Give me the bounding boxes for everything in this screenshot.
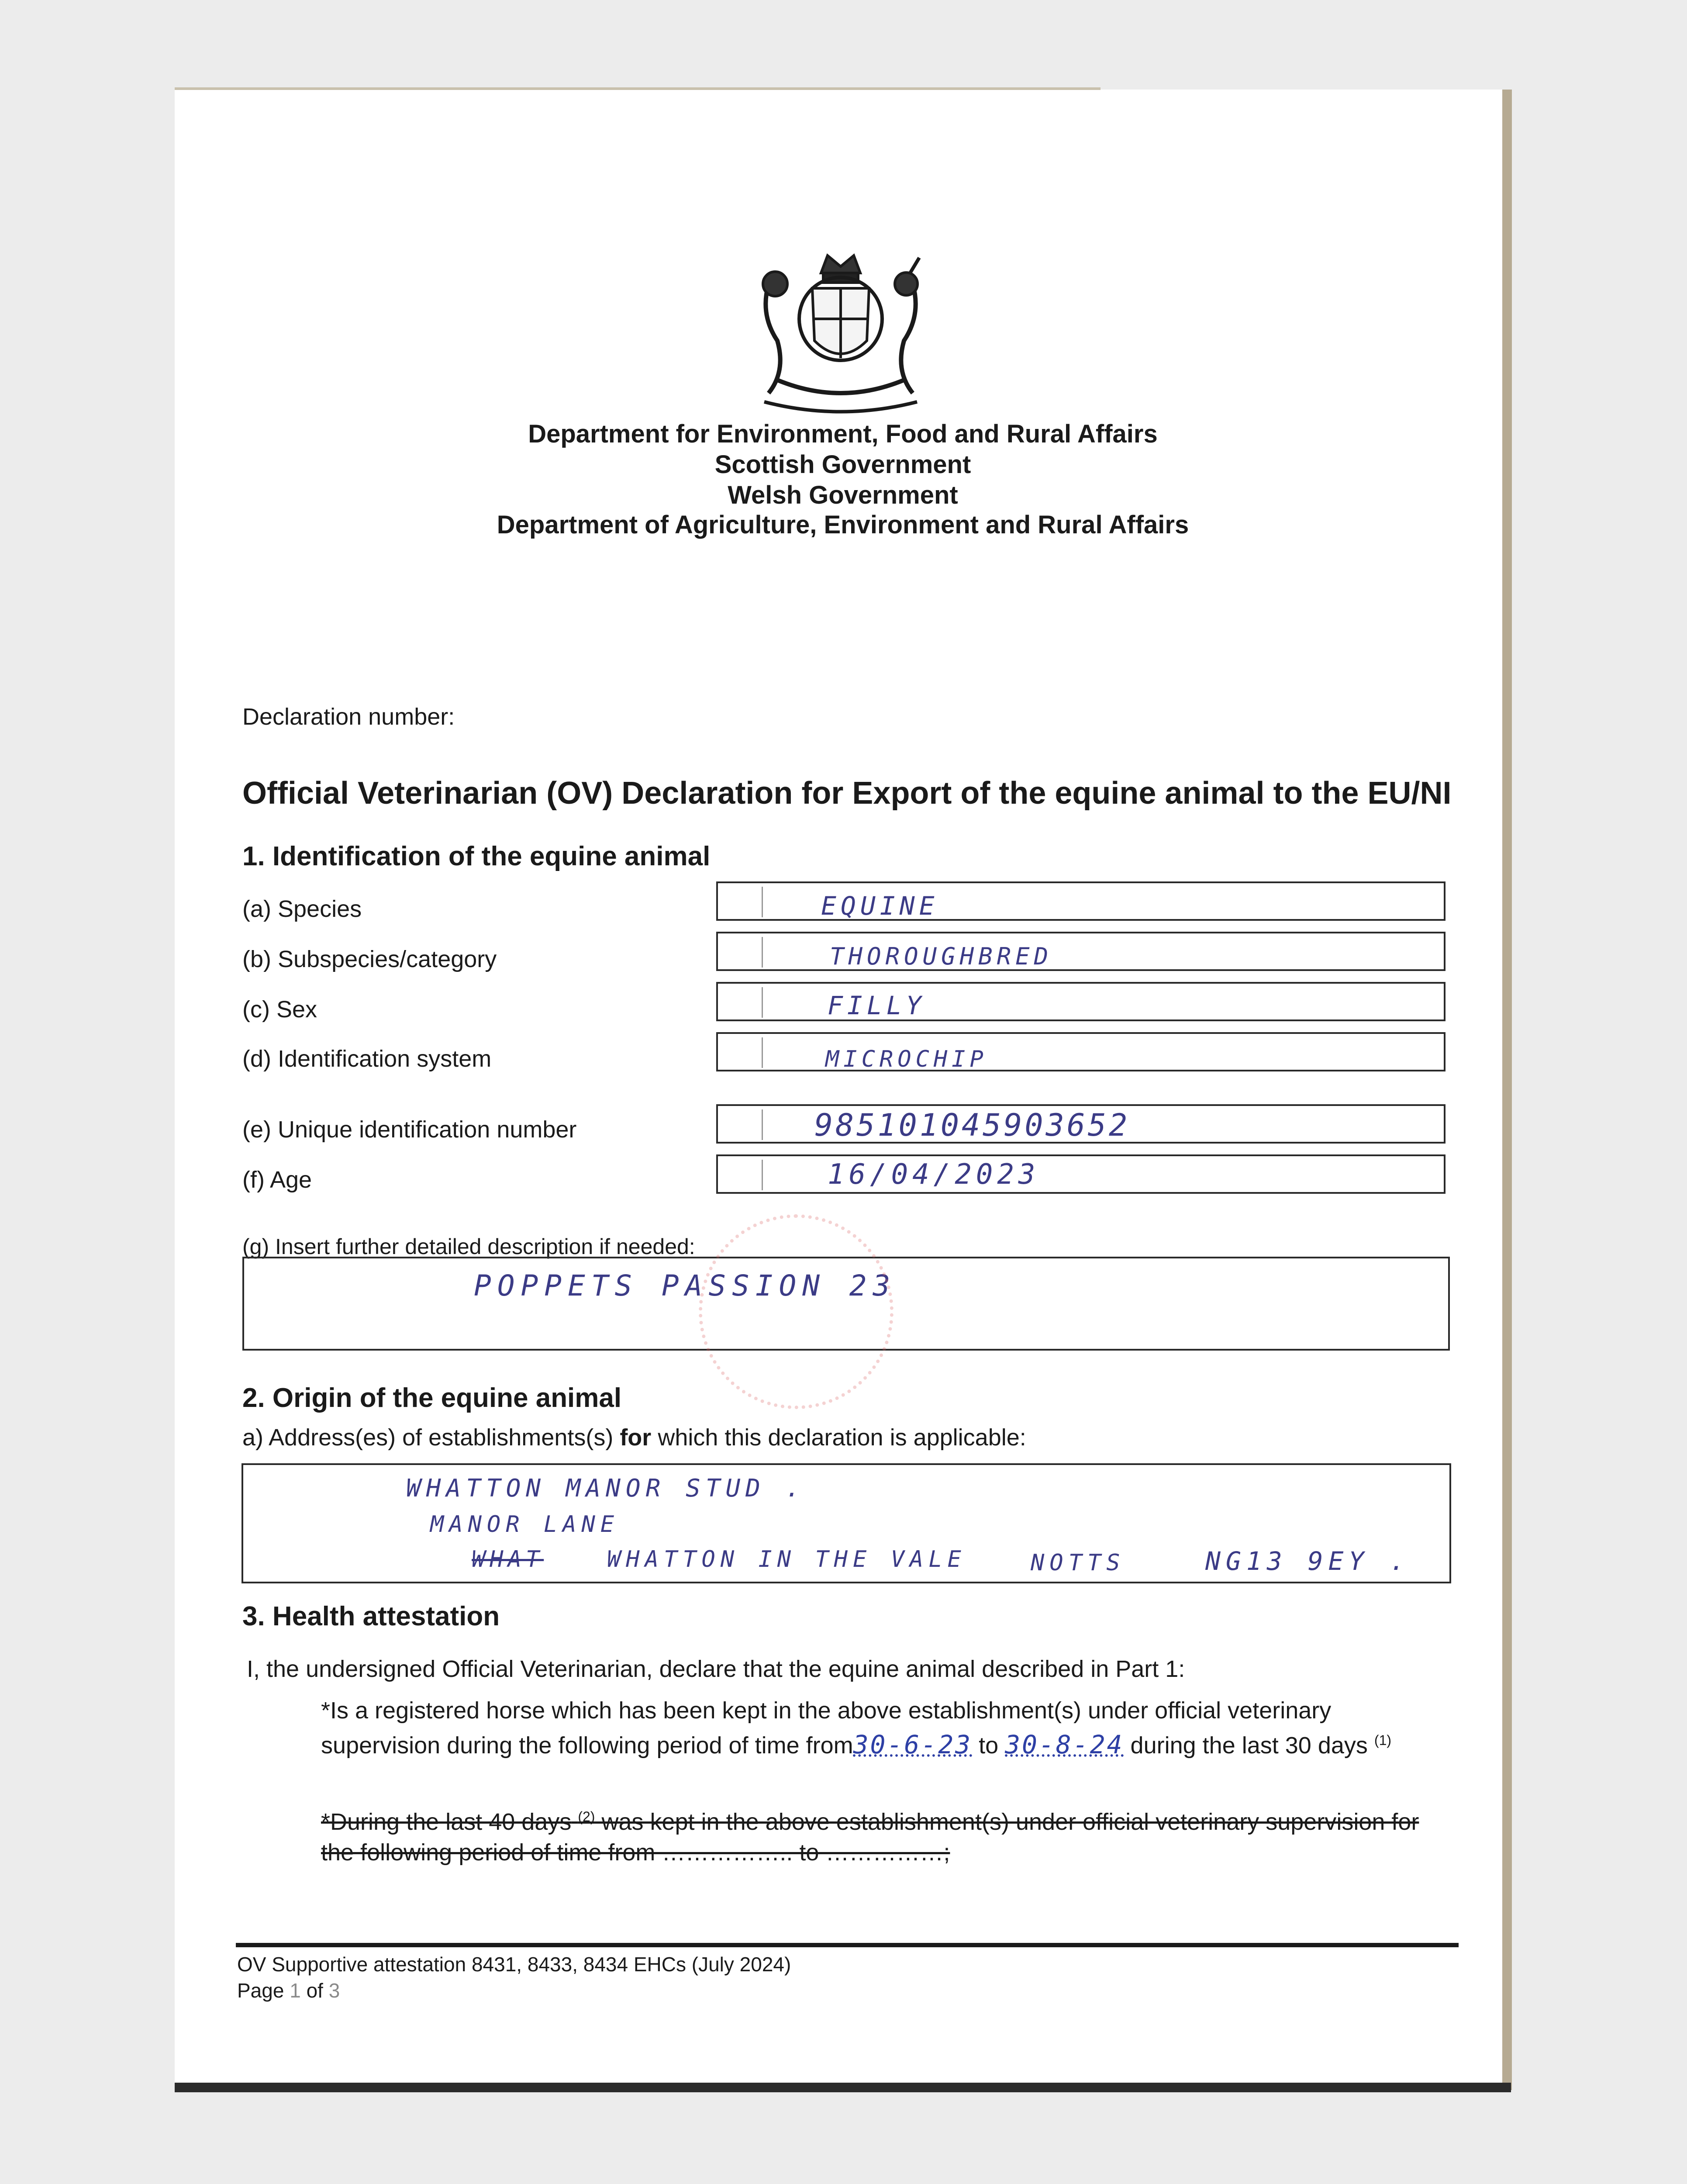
species-label: (a) Species [242, 896, 362, 922]
address-label-post: which this declaration is applicable: [651, 1424, 1026, 1451]
attestation-p1-pre: supervision during the following period of time from [321, 1732, 853, 1759]
subspecies-value: THOROUGHBRED [830, 943, 1053, 970]
department-name-defra: Department for Environment, Food and Rural Affairs [528, 420, 1158, 448]
subspecies-label: (b) Subspecies/category [242, 946, 497, 972]
unique-id-value: 985101045903652 [814, 1107, 1130, 1143]
section2-heading: 2. Origin of the equine animal [242, 1383, 622, 1413]
subspecies-field[interactable] [716, 932, 1446, 971]
attestation-p1-line1: *Is a registered horse which has been kept in the above establishment(s) under official veterinary [321, 1697, 1332, 1724]
declaration-number-label: Declaration number: [242, 704, 455, 730]
footnote-2-marker: (2) [578, 1809, 595, 1825]
address-line-1: WHATTON MANOR STUD . [406, 1474, 806, 1503]
attestation-p2-pre: *During the last 40 days [321, 1809, 572, 1835]
identification-system-value: MICROCHIP [825, 1046, 988, 1072]
section1-heading: 1. Identification of the equine animal [242, 841, 711, 871]
address-label-pre: a) Address(es) of establishments(s) [242, 1424, 620, 1451]
footer-attestation-ref: OV Supportive attestation 8431, 8433, 8434 EHCs (July 2024) [237, 1953, 791, 1976]
unique-id-label: (e) Unique identification number [242, 1116, 577, 1143]
attestation-p2-line2: the following period of time from …………….. to ……………; [321, 1839, 950, 1866]
attestation-p2-post: was kept in the above establishment(s) under official veterinary supervision for [595, 1809, 1419, 1835]
address-county: NOTTS [1031, 1550, 1125, 1576]
section3-heading: 3. Health attestation [242, 1601, 500, 1631]
department-name-daera: Department of Agriculture, Environment and Rural Affairs [497, 511, 1189, 539]
page-label: Page [237, 1979, 290, 2002]
further-description-label: (g) Insert further detailed description if needed: [242, 1234, 695, 1259]
period-from-value: 30-6-23 [853, 1730, 973, 1759]
species-value: EQUINE [821, 891, 939, 921]
address-label [242, 1424, 1026, 1451]
page-total: 3 [328, 1979, 340, 2002]
age-field[interactable] [716, 1154, 1446, 1194]
department-name-scottish: Scottish Government [714, 450, 971, 479]
address-strikeout: WHAT [472, 1546, 544, 1572]
period-to-value: 30-8-24 [1005, 1730, 1124, 1759]
footer-divider [236, 1943, 1459, 1947]
page-title: Official Veterinarian (OV) Declaration for Export of the equine animal to the EU/NI [242, 776, 1452, 811]
page-edge-right [1502, 90, 1512, 2090]
sex-field[interactable] [716, 982, 1446, 1021]
royal-coat-of-arms-icon [751, 249, 930, 415]
sex-value: FILLY [828, 991, 926, 1020]
attestation-p1-post: during the last 30 days [1124, 1732, 1368, 1759]
address-label-bold: for [620, 1424, 652, 1451]
page-number [237, 1979, 340, 2002]
sex-label: (c) Sex [242, 996, 317, 1023]
department-name-welsh: Welsh Government [728, 481, 958, 509]
address-line-2: MANOR LANE [430, 1511, 620, 1538]
attestation-p1-line2 [321, 1730, 1391, 1759]
page-of-label: of [300, 1979, 329, 2002]
age-label: (f) Age [242, 1167, 312, 1193]
period-to-label: to [972, 1732, 1005, 1759]
attestation-p2-line1 [321, 1808, 1419, 1835]
identification-system-label: (d) Identification system [242, 1046, 492, 1072]
page-edge-top [175, 87, 1101, 90]
footnote-1-marker: (1) [1374, 1732, 1392, 1748]
age-value: 16/04/2023 [828, 1158, 1040, 1191]
page-current: 1 [290, 1979, 301, 2002]
further-description-value: POPPETS PASSION 23 [474, 1269, 897, 1303]
page-edge-bottom [175, 2083, 1511, 2092]
attestation-intro: I, the undersigned Official Veterinarian, declare that the equine animal described in Part 1: [247, 1656, 1185, 1682]
address-postcode: NG13 9EY . [1205, 1546, 1411, 1576]
address-line-3: WHATTON IN THE VALE [607, 1546, 966, 1572]
official-stamp-faint [699, 1214, 894, 1409]
